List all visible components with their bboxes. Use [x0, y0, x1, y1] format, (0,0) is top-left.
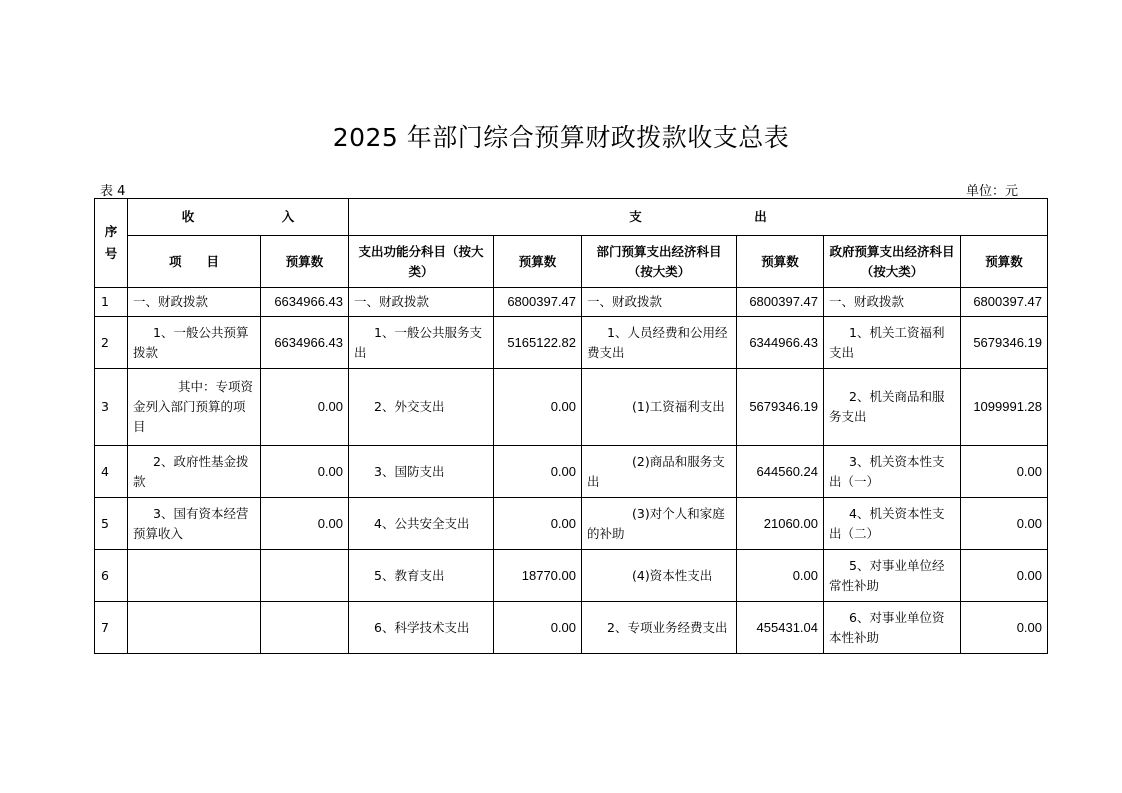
dept-value-cell: 6800397.47 [737, 288, 824, 317]
func-item-cell: 2、外交支出 [349, 369, 494, 446]
gov-value-cell: 0.00 [961, 602, 1048, 654]
income-item-header: 项 目 [128, 236, 261, 288]
income-item-cell: 其中：专项资金列入部门预算的项目 [128, 369, 261, 446]
func-value-cell: 0.00 [494, 498, 582, 550]
table-row [95, 550, 1048, 602]
seq-cell: 1 [95, 288, 128, 317]
gov-item-cell: 4、机关资本性支出（二） [824, 498, 961, 550]
func-value-cell: 18770.00 [494, 550, 582, 602]
table-row [95, 317, 1048, 369]
gov-value-cell: 0.00 [961, 550, 1048, 602]
table-row [95, 498, 1048, 550]
gov-item-cell: 1、机关工资福利支出 [824, 317, 961, 369]
income-item-cell [128, 550, 261, 602]
gov-econ-header: 政府预算支出经济科目（按大类） [824, 236, 961, 288]
income-item-cell: 2、政府性基金拨款 [128, 446, 261, 498]
func-item-cell: 一、财政拨款 [349, 288, 494, 317]
func-value-cell: 5165122.82 [494, 317, 582, 369]
unit-label: 单位：元 [966, 184, 1019, 199]
dept-item-cell: (2)商品和服务支出 [582, 446, 737, 498]
income-item-cell: 1、一般公共预算拨款 [128, 317, 261, 369]
func-budget-header: 预算数 [494, 236, 582, 288]
gov-value-cell: 5679346.19 [961, 317, 1048, 369]
income-value-cell [261, 602, 349, 654]
expense-header: 支 出 [349, 199, 1048, 236]
income-header: 收 入 [128, 199, 349, 236]
gov-item-cell: 3、机关资本性支出（一） [824, 446, 961, 498]
dept-item-cell: (3)对个人和家庭的补助 [582, 498, 737, 550]
dept-value-cell: 6344966.43 [737, 317, 824, 369]
gov-value-cell: 0.00 [961, 446, 1048, 498]
seq-cell: 3 [95, 369, 128, 446]
func-value-cell: 0.00 [494, 602, 582, 654]
func-item-cell: 5、教育支出 [349, 550, 494, 602]
func-item-cell: 4、公共安全支出 [349, 498, 494, 550]
page-title: 2025 年部门综合预算财政拨款收支总表 [332, 123, 790, 152]
gov-value-cell: 0.00 [961, 498, 1048, 550]
dept-value-cell: 21060.00 [737, 498, 824, 550]
income-item-cell [128, 602, 261, 654]
gov-budget-header: 预算数 [961, 236, 1048, 288]
income-value-cell [261, 550, 349, 602]
income-item-cell: 3、国有资本经营预算收入 [128, 498, 261, 550]
income-value-cell: 6634966.43 [261, 317, 349, 369]
gov-value-cell: 1099991.28 [961, 369, 1048, 446]
seq-cell: 2 [95, 317, 128, 369]
gov-item-cell: 2、机关商品和服务支出 [824, 369, 961, 446]
dept-item-cell: (1)工资福利支出 [582, 369, 737, 446]
func-item-cell: 3、国防支出 [349, 446, 494, 498]
seq-cell: 5 [95, 498, 128, 550]
seq-cell: 4 [95, 446, 128, 498]
gov-value-cell: 6800397.47 [961, 288, 1048, 317]
func-item-cell: 1、一般公共服务支出 [349, 317, 494, 369]
dept-item-cell: 1、人员经费和公用经费支出 [582, 317, 737, 369]
dept-item-cell: (4)资本性支出 [582, 550, 737, 602]
dept-item-cell: 2、专项业务经费支出 [582, 602, 737, 654]
func-item-cell: 6、科学技术支出 [349, 602, 494, 654]
dept-value-cell: 0.00 [737, 550, 824, 602]
seq-cell: 7 [95, 602, 128, 654]
income-value-cell: 0.00 [261, 369, 349, 446]
table-row [95, 602, 1048, 654]
gov-item-cell: 5、对事业单位经常性补助 [824, 550, 961, 602]
func-value-cell: 0.00 [494, 369, 582, 446]
income-budget-header: 预算数 [261, 236, 349, 288]
dept-value-cell: 455431.04 [737, 602, 824, 654]
dept-value-cell: 5679346.19 [737, 369, 824, 446]
budget-table [94, 198, 1048, 654]
dept-budget-header: 预算数 [737, 236, 824, 288]
income-value-cell: 0.00 [261, 446, 349, 498]
func-subject-header: 支出功能分科目（按大类） [349, 236, 494, 288]
seq-header: 序号 [95, 199, 128, 288]
func-value-cell: 6800397.47 [494, 288, 582, 317]
income-value-cell: 6634966.43 [261, 288, 349, 317]
income-value-cell: 0.00 [261, 498, 349, 550]
income-item-cell: 一、财政拨款 [128, 288, 261, 317]
table-row [95, 288, 1048, 317]
dept-value-cell: 644560.24 [737, 446, 824, 498]
table-row [95, 369, 1048, 446]
table-row [95, 446, 1048, 498]
gov-item-cell: 6、对事业单位资本性补助 [824, 602, 961, 654]
dept-item-cell: 一、财政拨款 [582, 288, 737, 317]
func-value-cell: 0.00 [494, 446, 582, 498]
dept-econ-header: 部门预算支出经济科目（按大类） [582, 236, 737, 288]
gov-item-cell: 一、财政拨款 [824, 288, 961, 317]
seq-cell: 6 [95, 550, 128, 602]
table-label: 表 4 [100, 184, 126, 199]
